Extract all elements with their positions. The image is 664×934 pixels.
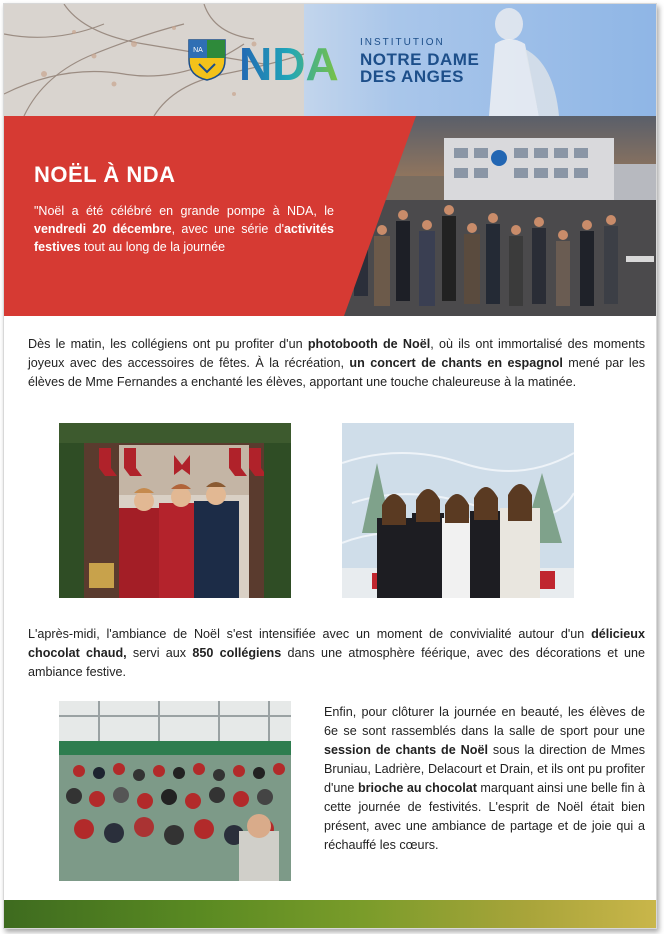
intro-band (4, 116, 656, 316)
institution-line-2: DES ANGES (360, 67, 465, 86)
header-banner (4, 4, 656, 116)
institution-line-1: NOTRE DAME (360, 50, 480, 69)
coat-of-arms-icon (187, 38, 227, 82)
paragraph-morning: Dès le matin, les collégiens ont pu profiter d'un photobooth de Noël, où ils ont immortalisé des moments joyeux avec des accessoires de fêtes. À la récréation, un concert de chants en espagnol mené par les élèves de Mme Fernandes a enchanté les élèves, apportant une touche chaleureuse à la matinée. (28, 337, 645, 389)
paragraph-afternoon: L'après-midi, l'ambiance de Noël s'est intensifiée avec un moment de convivialité autour d'un délicieux chocolat chaud, servi aux 850 collégiens dans une atmosphère féérique, avec des décorations et une ambiance festive. (28, 627, 645, 679)
institution-label: INSTITUTION (360, 37, 445, 48)
document-page (3, 3, 657, 929)
footer-gradient-bar (4, 900, 656, 928)
gymnasium-photo (59, 701, 291, 881)
nda-logo (239, 38, 339, 84)
photobooth-photo (342, 423, 574, 598)
fireplace-photo (59, 423, 291, 598)
intro-text: "Noël a été célébré en grande pompe à NDA, le vendredi 20 décembre, avec une série d'activités festives tout au long de la journée (34, 204, 334, 254)
logo-text: NDA (239, 38, 339, 84)
page-title: NOËL À NDA (34, 162, 176, 187)
institution-name (360, 38, 479, 85)
paragraph-closing: Enfin, pour clôturer la journée en beauté, les élèves de 6e se sont rassemblés dans la salle de sport pour une session de chants de Noël sous la direction de Mmes Bruniau, Ladrière, Delacourt et Drain, et ils ont pu profiter d'une brioche au chocolat marquant ainsi une belle fin à cette journée de festivités. L'esprit de Noël était bien présent, avec une ambiance de partage et de joie qui a réchauffé les cœurs. (324, 705, 645, 852)
svg-text:NA: NA (193, 47, 203, 54)
